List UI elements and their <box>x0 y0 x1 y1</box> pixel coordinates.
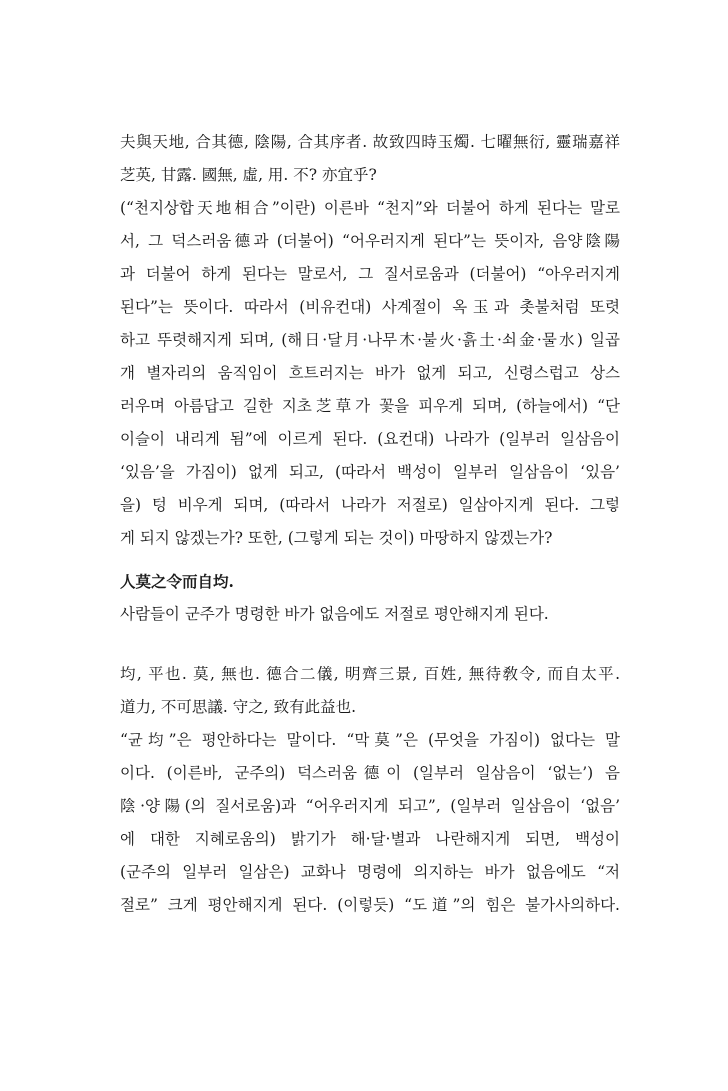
translation-line: ‘있음’을 가짐이) 없게 되고, (따라서 백성이 일부러 일삼음이 ‘있음’ <box>120 463 620 481</box>
translation-line: 이다. (이른바, 군주의) 덕스러움德이 (일부러 일삼음이 ‘없는’) 음 <box>120 764 620 782</box>
section-3 <box>120 658 620 922</box>
original-text-line: 均, 平也. 莫, 無也. 德合二儀, 明齊三景, 百姓, 無待敎令, 而自太平. <box>120 665 620 683</box>
translation-line: 이슬이 내리게 됨”에 이르게 된다. (요컨대) 나라가 (일부러 일삼음이 <box>120 430 620 448</box>
original-text-line: 夫與天地, 合其德, 陰陽, 合其序者. 故致四時玉燭. 七曜無衍, 靈瑞嘉祥 <box>120 133 620 151</box>
translation-line: 에 대한 지혜로움의) 밝기가 해·달·별과 나란해지게 되면, 백성이 <box>120 830 620 848</box>
translation-line: 된다”는 뜻이다. 따라서 (비유컨대) 사계절이 옥玉과 촛불처럼 또렷 <box>120 298 620 316</box>
translation-line: 개 별자리의 움직임이 흐트러지는 바가 없게 되고, 신령스럽고 상스 <box>120 364 620 382</box>
original-text-line: 芝英, 甘露. 國無, 虛, 用. 不? 亦宜乎? <box>120 166 377 184</box>
translation-line: 서, 그 덕스러움德과 (더불어) “어우러지게 된다”는 뜻이자, 음양陰陽 <box>120 232 620 250</box>
section-1 <box>120 126 620 555</box>
translation-line: 절로” 크게 평안해지게 된다. (이렇듯) “도道”의 힘은 불가사의하다. <box>120 896 620 914</box>
translation-line: 러우며 아름답고 길한 지초芝草가 꽃을 피우게 되며, (하늘에서) “단 <box>120 397 620 415</box>
translation-line: (군주의 일부러 일삼은) 교화나 명령에 의지하는 바가 없음에도 “저 <box>120 863 620 881</box>
translation-line: 陰·양陽(의 질서로움)과 “어우러지게 되고”, (일부러 일삼음이 ‘없음’ <box>120 797 620 815</box>
section-heading-original: 人莫之令而自均. <box>120 572 234 591</box>
translation-line: (“천지상합天地相合”이란) 이른바 “천지”와 더불어 하게 된다는 말로 <box>120 199 620 217</box>
translation-line: 을) 텅 비우게 되며, (따라서 나라가 저절로) 일삼아지게 된다. 그렇 <box>120 496 620 514</box>
section-2 <box>120 565 620 631</box>
translation-line: 게 되지 않겠는가? 또한, (그렇게 되는 것이) 마땅하지 않겠는가? <box>120 529 553 547</box>
translation-line: 과 더불어 하게 된다는 말로서, 그 질서로움과 (더불어) “아우러지게 <box>120 265 620 283</box>
translation-line: 사람들이 군주가 명령한 바가 없음에도 저절로 평안해지게 된다. <box>120 605 549 623</box>
translation-line: “균均”은 평안하다는 말이다. “막莫”은 (무엇을 가짐이) 없다는 말 <box>120 731 620 749</box>
translation-line: 하고 뚜렷해지게 되며, (해日·달月·나무木·불火·흙土·쇠金·물水) 일곱 <box>120 331 620 349</box>
original-text-line: 道力, 不可思議. 守之, 致有此益也. <box>120 698 356 716</box>
